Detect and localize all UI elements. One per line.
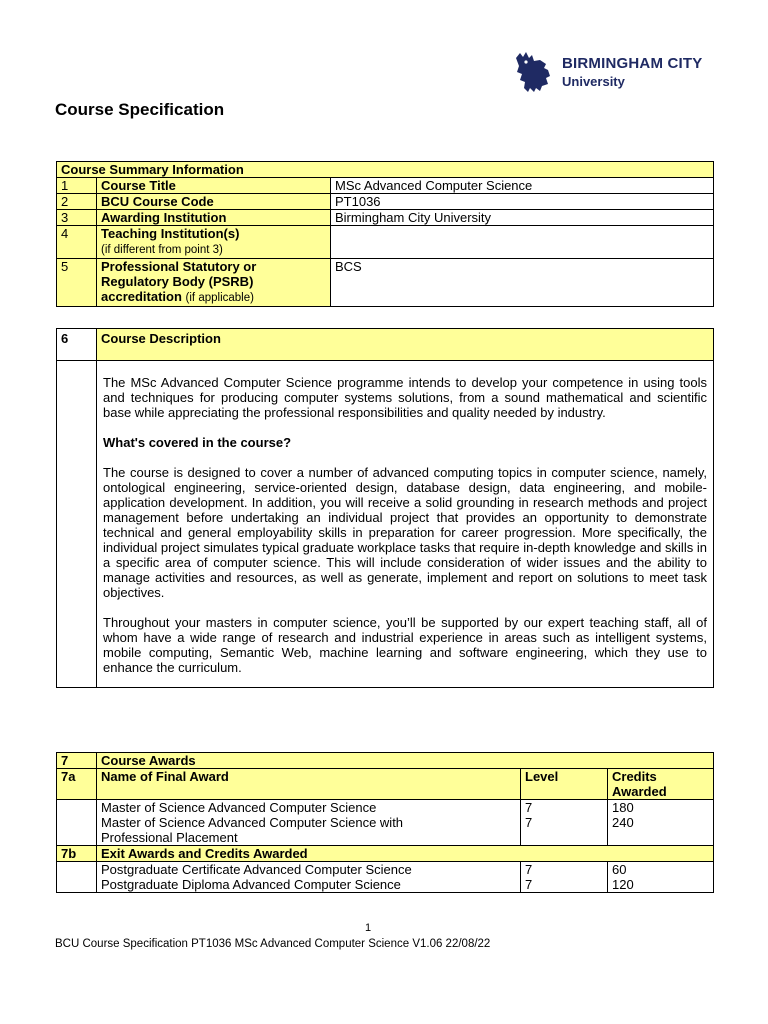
row-value: BCS — [331, 259, 714, 307]
row-label — [97, 259, 331, 307]
row-label-line2: Regulatory Body (PSRB) — [101, 274, 254, 289]
column-header-level: Level — [521, 769, 608, 800]
award-credit: 180 — [612, 800, 634, 815]
table-row — [57, 194, 714, 210]
description-paragraph: The course is designed to cover a number of advanced computing topics in computer science, namely, ontological engineering, service-oriented design, database design, data engineering, and mobile-application development. In addition, you will receive a solid grounding in research methods and project management before undertaking an individual project that provides an opportunity to demonstrate technical and general employability skills in preparation for career progression. More specifically, the individual project simulates typical graduate workplace tasks that require in-depth knowledge and skills in a specific area of computer science. This will include consideration of wider issues and the ability to manage activities and resources, as well as generate, implement and report on solutions to meet task objectives. — [103, 465, 707, 600]
award-credits — [608, 800, 714, 846]
course-description-table — [56, 328, 714, 688]
description-body — [97, 361, 714, 688]
course-summary-table — [56, 161, 714, 307]
empty-cell — [57, 361, 97, 688]
logo-wordmark-line2: University — [562, 74, 625, 89]
row-label: Course Title — [97, 178, 331, 194]
row-label: BCU Course Code — [97, 194, 331, 210]
row-label-note: (if applicable) — [185, 292, 254, 304]
row-number: 2 — [57, 194, 97, 210]
exit-award-levels — [521, 862, 608, 893]
description-paragraph: Throughout your masters in computer science, you’ll be supported by our expert teaching staff, all of whom have a wide range of research and industrial experience in areas such as intelligent systems, mobile computing, Semantic Web, machine learning and software engineering, which they use to enhance the curriculum. — [103, 615, 707, 675]
row-label-text: Teaching Institution(s) — [101, 226, 240, 241]
award-levels — [521, 800, 608, 846]
exit-award-credit: 120 — [612, 877, 634, 892]
summary-heading: Course Summary Information — [57, 162, 714, 178]
university-logo — [510, 50, 710, 94]
exit-award-names — [97, 862, 521, 893]
table-row — [57, 226, 714, 259]
table-row — [57, 178, 714, 194]
award-name-cont: Professional Placement — [101, 830, 238, 845]
award-credit: 240 — [612, 815, 634, 830]
column-header-credits — [608, 769, 714, 800]
award-name: Master of Science Advanced Computer Science — [101, 800, 377, 815]
row-label-line1: Professional Statutory or — [101, 259, 257, 274]
exit-award-level: 7 — [525, 877, 533, 892]
empty-cell — [57, 800, 97, 846]
exit-award-name: Postgraduate Certificate Advanced Computer Science — [101, 862, 412, 877]
exit-award-credit: 60 — [612, 862, 627, 877]
page-number: 1 — [365, 922, 372, 934]
section-number: 6 — [57, 329, 97, 361]
award-level: 7 — [525, 815, 533, 830]
row-label-line3: accreditation — [101, 289, 182, 304]
exit-award-name: Postgraduate Diploma Advanced Computer Science — [101, 877, 401, 892]
empty-cell — [57, 862, 97, 893]
row-label — [97, 226, 331, 259]
row-value: PT1036 — [331, 194, 714, 210]
table-row — [57, 800, 714, 846]
award-name: Master of Science Advanced Computer Science with — [101, 815, 404, 830]
subsection-number: 7a — [57, 769, 97, 800]
row-value: MSc Advanced Computer Science — [331, 178, 714, 194]
credits-header-line2: Awarded — [612, 784, 667, 799]
page-title: Course Specification — [55, 100, 225, 119]
row-value — [331, 226, 714, 259]
row-number: 3 — [57, 210, 97, 226]
award-names — [97, 800, 521, 846]
credits-header-line1: Credits — [612, 769, 657, 784]
table-row — [57, 862, 714, 893]
row-number: 5 — [57, 259, 97, 307]
section-heading: Course Awards — [97, 753, 714, 769]
row-value: Birmingham City University — [331, 210, 714, 226]
lion-crest-icon — [510, 50, 556, 94]
exit-award-credits — [608, 862, 714, 893]
row-number: 1 — [57, 178, 97, 194]
column-header-award: Name of Final Award — [97, 769, 521, 800]
row-number: 4 — [57, 226, 97, 259]
course-awards-table — [56, 752, 714, 893]
subsection-number: 7b — [57, 846, 97, 862]
description-paragraph: The MSc Advanced Computer Science programme intends to develop your competence in using tools and techniques for producing computer systems solutions, from a sound mathematical and scientific base while appreciating the professional responsibilities and quality needed by industry. — [103, 375, 707, 420]
table-row — [57, 259, 714, 307]
row-label: Awarding Institution — [97, 210, 331, 226]
logo-wordmark-line1: BIRMINGHAM CITY — [562, 55, 703, 72]
footer-text: BCU Course Specification PT1036 MSc Advanced Computer Science V1.06 22/08/22 — [55, 938, 491, 950]
row-label-note: (if different from point 3) — [101, 244, 223, 256]
section-number: 7 — [57, 753, 97, 769]
subsection-heading: Exit Awards and Credits Awarded — [97, 846, 714, 862]
exit-award-level: 7 — [525, 862, 533, 877]
description-subheading: What's covered in the course? — [103, 435, 292, 450]
table-row — [57, 210, 714, 226]
award-level: 7 — [525, 800, 533, 815]
section-heading: Course Description — [97, 329, 714, 361]
